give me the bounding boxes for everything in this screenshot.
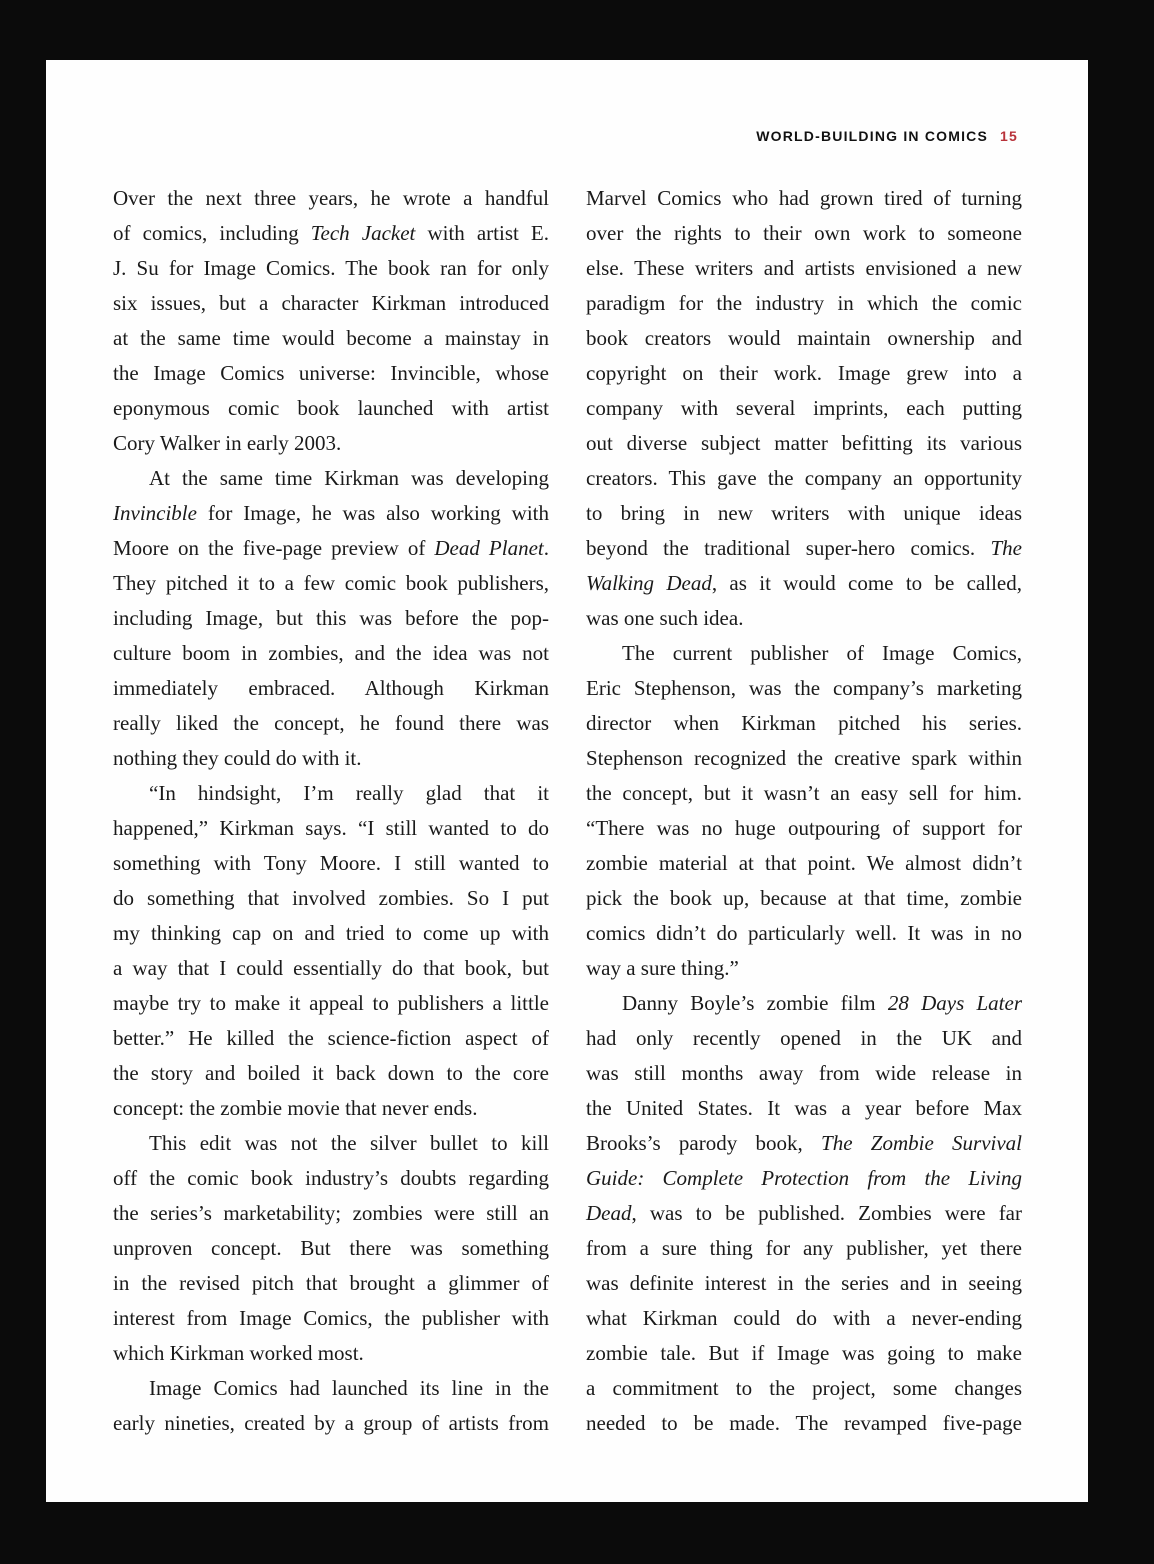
text-line	[586, 181, 1022, 216]
text-line	[586, 566, 1022, 601]
text-run: the series’s marketability; zombies were still an	[113, 1201, 549, 1225]
page-number: 15	[1000, 128, 1018, 144]
left-text-column	[113, 181, 549, 1441]
text-line	[586, 216, 1022, 251]
italic-title: Invincible	[113, 501, 197, 525]
text-line	[113, 461, 549, 496]
text-run: They pitched it to a few comic book publishers,	[113, 571, 549, 595]
text-line	[113, 531, 549, 566]
text-line	[113, 706, 549, 741]
text-run: a commitment to the project, some changes	[586, 1376, 1022, 1400]
text-run: had only recently opened in the UK and	[586, 1026, 1022, 1050]
text-run: .	[543, 536, 549, 560]
text-run: something with Tony Moore. I still wanted to	[113, 851, 549, 875]
text-line	[113, 776, 549, 811]
text-line	[586, 601, 1022, 636]
italic-title: Tech Jacket	[310, 221, 416, 245]
text-line	[113, 1371, 549, 1406]
text-line	[113, 251, 549, 286]
text-run: the concept, but it wasn’t an easy sell for him.	[586, 781, 1022, 805]
text-run: nothing they could do with it.	[113, 746, 362, 770]
text-run: unproven concept. But there was something	[113, 1236, 549, 1260]
text-run: Brooks’s parody book,	[586, 1131, 822, 1155]
text-line	[113, 1301, 549, 1336]
text-run: , as it would come to be called,	[711, 571, 1022, 595]
text-run: a way that I could essentially do that book, but	[113, 956, 549, 980]
text-line	[113, 181, 549, 216]
text-run: early nineties, created by a group of artists from	[113, 1411, 549, 1435]
text-line	[113, 1196, 549, 1231]
text-line	[113, 321, 549, 356]
text-line	[586, 811, 1022, 846]
text-run: off the comic book industry’s doubts regarding	[113, 1166, 549, 1190]
text-run: needed to be made. The revamped five-page	[586, 1411, 1022, 1435]
text-line	[586, 321, 1022, 356]
text-run: concept: the zombie movie that never ends.	[113, 1096, 478, 1120]
italic-title: Dead Planet	[434, 536, 544, 560]
text-run: which Kirkman worked most.	[113, 1341, 364, 1365]
text-run: The current publisher of Image Comics,	[622, 641, 1022, 665]
text-run: was still months away from wide release in	[586, 1061, 1022, 1085]
text-run: Danny Boyle’s zombie film	[622, 991, 888, 1015]
text-line	[113, 601, 549, 636]
italic-title: Guide: Complete Protection from the Living	[586, 1166, 1022, 1190]
text-line	[113, 1266, 549, 1301]
text-run: Moore on the five-page preview of	[113, 536, 435, 560]
text-line	[586, 531, 1022, 566]
text-line	[586, 741, 1022, 776]
text-line	[113, 566, 549, 601]
text-line	[113, 881, 549, 916]
text-line	[113, 986, 549, 1021]
text-run: beyond the traditional super-hero comics.	[586, 536, 991, 560]
text-line	[586, 1021, 1022, 1056]
text-run: Stephenson recognized the creative spark within	[586, 746, 1022, 770]
text-line	[113, 741, 549, 776]
text-run: eponymous comic book launched with artist	[113, 396, 549, 420]
text-line	[586, 1056, 1022, 1091]
text-run: pick the book up, because at that time, zombie	[586, 886, 1022, 910]
text-line	[586, 1126, 1022, 1161]
italic-title: Dead	[586, 1201, 632, 1225]
text-run: what Kirkman could do with a never-ending	[586, 1306, 1022, 1330]
text-line	[586, 426, 1022, 461]
running-head	[756, 128, 1018, 144]
text-line	[113, 1161, 549, 1196]
text-line	[113, 1056, 549, 1091]
text-line	[113, 216, 549, 251]
text-line	[113, 846, 549, 881]
text-line	[586, 1301, 1022, 1336]
text-run: my thinking cap on and tried to come up with	[113, 921, 549, 945]
text-run: way a sure thing.”	[586, 956, 739, 980]
text-line	[586, 1161, 1022, 1196]
text-line	[113, 671, 549, 706]
text-line	[113, 496, 549, 531]
text-run: Cory Walker in early 2003.	[113, 431, 342, 455]
text-line	[113, 636, 549, 671]
text-run: maybe try to make it appeal to publishers a little	[113, 991, 549, 1015]
text-run: book creators would maintain ownership and	[586, 326, 1022, 350]
text-line	[113, 286, 549, 321]
text-run: at the same time would become a mainstay in	[113, 326, 549, 350]
text-run: At the same time Kirkman was developing	[149, 466, 549, 490]
text-line	[586, 986, 1022, 1021]
text-run: culture boom in zombies, and the idea was not	[113, 641, 549, 665]
text-run: paradigm for the industry in which the comic	[586, 291, 1022, 315]
text-line	[586, 846, 1022, 881]
text-line	[113, 1126, 549, 1161]
text-line	[113, 426, 549, 461]
text-run: , was to be published. Zombies were far	[631, 1201, 1022, 1225]
text-run: comics didn’t do particularly well. It was in no	[586, 921, 1022, 945]
text-line	[586, 881, 1022, 916]
text-line	[586, 1371, 1022, 1406]
text-run: the story and boiled it back down to the core	[113, 1061, 549, 1085]
text-run: creators. This gave the company an opportunity	[586, 466, 1022, 490]
text-run: director when Kirkman pitched his series.	[586, 711, 1022, 735]
text-run: for Image, he was also working with	[196, 501, 549, 525]
text-line	[586, 356, 1022, 391]
text-run: interest from Image Comics, the publisher with	[113, 1306, 549, 1330]
text-line	[113, 1336, 549, 1371]
text-run: six issues, but a character Kirkman introduced	[113, 291, 549, 315]
italic-title: The	[990, 536, 1022, 560]
italic-title: Walking Dead	[586, 571, 712, 595]
text-line	[586, 286, 1022, 321]
text-line	[113, 916, 549, 951]
text-line	[113, 1021, 549, 1056]
text-run: do something that involved zombies. So I put	[113, 886, 549, 910]
text-line	[113, 391, 549, 426]
running-title: WORLD-BUILDING IN COMICS	[756, 128, 989, 144]
book-page	[46, 60, 1088, 1502]
text-run: better.” He killed the science-fiction aspect of	[113, 1026, 549, 1050]
text-run: happened,” Kirkman says. “I still wanted to do	[113, 816, 549, 840]
text-run: over the rights to their own work to someone	[586, 221, 1022, 245]
text-line	[113, 1406, 549, 1441]
italic-title: 28 Days Later	[887, 991, 1022, 1015]
text-run: in the revised pitch that brought a glimmer of	[113, 1271, 549, 1295]
text-run: the Image Comics universe: Invincible, whose	[113, 361, 549, 385]
text-run: zombie tale. But if Image was going to make	[586, 1341, 1022, 1365]
text-line	[113, 951, 549, 986]
text-line	[586, 1091, 1022, 1126]
text-run: company with several imprints, each putting	[586, 396, 1022, 420]
text-run: really liked the concept, he found there was	[113, 711, 549, 735]
text-run: the United States. It was a year before Max	[586, 1096, 1022, 1120]
text-line	[586, 496, 1022, 531]
text-run: was one such idea.	[586, 606, 744, 630]
text-run: with artist E.	[415, 221, 549, 245]
text-line	[586, 391, 1022, 426]
text-run: Over the next three years, he wrote a handful	[113, 186, 549, 210]
text-line	[113, 1231, 549, 1266]
text-run: “In hindsight, I’m really glad that it	[149, 781, 549, 805]
text-run: zombie material at that point. We almost didn’t	[586, 851, 1022, 875]
text-run: immediately embraced. Although Kirkman	[113, 676, 549, 700]
text-line	[586, 636, 1022, 671]
text-run: was definite interest in the series and in seeing	[586, 1271, 1022, 1295]
text-line	[586, 1406, 1022, 1441]
text-line	[586, 776, 1022, 811]
text-run: else. These writers and artists envisioned a new	[586, 256, 1022, 280]
text-run: “There was no huge outpouring of support for	[586, 816, 1022, 840]
text-run: Image Comics had launched its line in the	[149, 1376, 549, 1400]
italic-title: The Zombie Survival	[821, 1131, 1023, 1155]
text-line	[586, 916, 1022, 951]
text-line	[586, 461, 1022, 496]
text-run: including Image, but this was before the pop-	[113, 606, 549, 630]
text-line	[586, 706, 1022, 741]
text-run: of comics, including	[113, 221, 311, 245]
text-run: copyright on their work. Image grew into a	[586, 361, 1022, 385]
text-line	[113, 811, 549, 846]
text-line	[586, 1196, 1022, 1231]
text-run: This edit was not the silver bullet to kill	[149, 1131, 549, 1155]
text-run: Eric Stephenson, was the company’s marketing	[586, 676, 1022, 700]
text-run: J. Su for Image Comics. The book ran for only	[113, 256, 549, 280]
right-text-column	[586, 181, 1022, 1441]
text-run: to bring in new writers with unique ideas	[586, 501, 1022, 525]
text-line	[586, 1336, 1022, 1371]
text-line	[113, 356, 549, 391]
text-line	[586, 1231, 1022, 1266]
text-run: from a sure thing for any publisher, yet there	[586, 1236, 1022, 1260]
text-line	[113, 1091, 549, 1126]
text-run: out diverse subject matter befitting its various	[586, 431, 1022, 455]
text-line	[586, 1266, 1022, 1301]
text-line	[586, 951, 1022, 986]
text-line	[586, 671, 1022, 706]
text-run: Marvel Comics who had grown tired of turning	[586, 186, 1022, 210]
text-line	[586, 251, 1022, 286]
